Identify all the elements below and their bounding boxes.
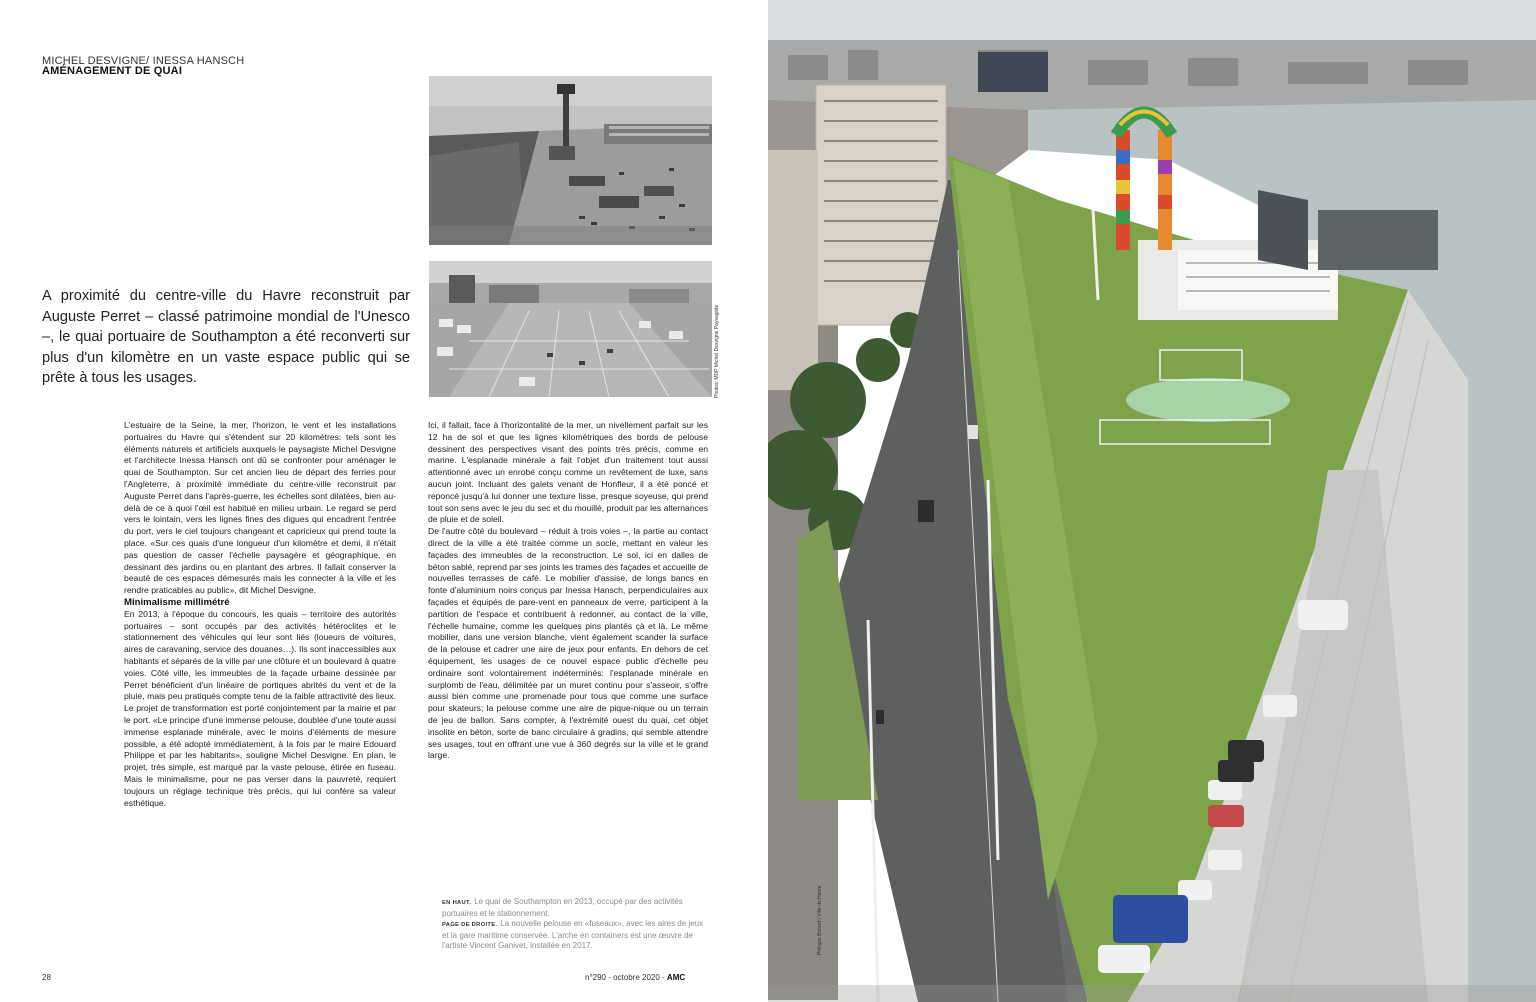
caption-right-page: PAGE DE DROITE. La nouvelle pelouse en «fuseaux», avec les aires de jeux et la gare maritime conservée. L'arche en containers est une œuvre de l'artiste Vincent Ganivet, installée en 2017. bbox=[442, 919, 704, 951]
body-paragraph: L'estuaire de la Seine, la mer, l'horizon, le vent et les installations portuaires du Havre qui s'étendent sur 20 kilomètres: tels sont les éléments naturels et artificiels auxquels le paysagiste Michel Desvigne et l'architecte Inessa Hansch ont dû se confronter pour aménager le quai de Southampton. Sur cet ancien lieu de départ des ferries pour l'Angleterre, à proximité immédiate du centre-ville reconstruit par Auguste Perret dans l'après-guerre, les échelles sont dilatées, bien au-delà de ce à quoi l'œil est habitué en milieu urbain. Le regard se perd vers le lointain, vers les lignes fines des digues qui encadrent l'entrée du port, vers le ciel toujours changeant et capricieux qui prend toute la place. «Sur ces quais d'une longueur d'un kilomètre et demi, il n'était pas question de casser l'échelle paysagère et géographique, en dessinant des jardins ou en plantant des arbres. Il fallait conserver la beauté de ces espaces démesurés mais les connecter à la ville et les rendre praticables au public», dit Michel Desvigne. bbox=[124, 420, 396, 596]
issue-info: n°290 - octobre 2020 - AMC bbox=[585, 973, 686, 982]
article-kicker: MICHEL DESVIGNE/ INESSA HANSCH bbox=[42, 55, 245, 67]
aerial-photo bbox=[768, 0, 1536, 1002]
subheading: Minimalisme millimétré bbox=[124, 596, 230, 608]
section-title: AMÉNAGEMENT DE QUAI bbox=[42, 65, 183, 77]
caption-top: EN HAUT. Le quai de Southampton en 2013, occupé par des activités portuaires et le stationnement. bbox=[442, 897, 683, 918]
aerial-photo-credit: Philippe Bréard / Ville du Havre bbox=[817, 885, 823, 955]
magazine-name: AMC bbox=[666, 973, 686, 982]
photo-captions bbox=[442, 897, 708, 952]
body-paragraph: Ici, il fallait, face à l'horizontalité de la mer, un nivellement parfait sur les 12 ha de sol et que les lignes kilométriques des bords de pelouse dessinent des perspectives visant des points très précis, comme en marine. L'esplanade minérale a fait l'objet d'un traitement tout aussi attentionné avec un enrobé conçu comme un revêtement de luxe, sans aucun joint. Incluant des galets venant de Honfleur, il a été poncé et reponcé jusqu'à lui donner une texture lisse, presque soyeuse, qui prend tout son sens avec le jeu du sec et du mouillé, produit par les alternances de pluie et de soleil. bbox=[428, 420, 708, 525]
body-paragraph: De l'autre côté du boulevard – réduit à trois voies –, la partie au contact direct de la ville a été traitée comme un socle, mettant en valeur les façades des immeubles de la reconstruction. Le sol, ici en dalles de béton sablé, reprend par ses joints les trames des façades et accueille de nouvelles terrasses de café. Le mobilier d'assise, de longs bancs en fonte d'aluminium noirs conçus par Inessa Hansch, perpendiculaires aux façades et équipés de pare-vent en panneaux de verre, participent à la partition de l'espace et contribuent à redonner, au contact de la ville, l'échelle humaine, comme les quelques pins plantés çà et là. Le même mobilier, dans une version blanche, vient également scander la surface de la pelouse et cadrer une aire de jeux pour enfants. En dehors de cet équipement, les usages de ce nouvel espace public d'échelle peu ordinaire sont volontairement indéterminés: l'esplanade minérale en surplomb de l'eau, délimitée par un muret continu pour s'asseoir, s'offre aussi bien comme une promenade pour tous que comme une surface pour skateurs; la pelouse comme une aire de pique-nique ou un terrain de jeu de ballon. Sans compter, à l'extrémité ouest du quai, cet objet insolite en béton, sorte de banc circulaire à gradins, qui semble attendre ses usages, tout en offrant une vue à 360 degrés sur la ville et le grand large. bbox=[428, 526, 708, 761]
body-paragraph: En 2013, à l'époque du concours, les quais – territoire des autorités portuaires – sont occupés par des activités hétéroclites et le stationnement des véhicules qui leur sont liés (loueurs de voitures, aires de caravaning, service des douanes…). Ils sont inaccessibles aux habitants et séparés de la ville par une clôture et un boulevard à quatre voies. Côté ville, les immeubles de la façade urbaine dessinée par Perret bénéficient d'un linéaire de portiques abrités du vent et de la pluie, mais peu pratiqués compte tenu de la faible attractivité des lieux. Le projet de transformation est porté conjointement par la mairie et par le port. «Le principe d'une immense pelouse, doublée d'une toute aussi immense esplanade minérale, avec le moins d'éléments de mesure possible, a été adopté immédiatement, à la fois par le maire Edouard Philippe et par les habitants», souligne Michel Desvigne. En plan, le projet, très simple, est marqué par la vaste pelouse, étirée en fuseau. Mais le minimalisme, pour ne pas verser dans la pauvreté, requiert toujours un réglage technique très précis, qui lui confère sa valeur esthétique. bbox=[124, 608, 396, 808]
photo-credit: Photos: MDP Michel Desvigne Paysagiste bbox=[714, 304, 720, 398]
text-column-1 bbox=[124, 420, 396, 809]
text-column-2 bbox=[428, 420, 708, 762]
quay-2013-photo bbox=[429, 76, 712, 245]
page-number: 28 bbox=[42, 973, 51, 982]
quay-parking-photo bbox=[429, 261, 712, 397]
lead-paragraph: A proximité du centre-ville du Havre reconstruit par Auguste Perret – classé patrimoine mondial de l'Unesco –, le quai portuaire de Southampton a été reconverti sur plus d'un kilomètre en un vaste espace public qui se prête à tous les usages. bbox=[42, 288, 410, 387]
